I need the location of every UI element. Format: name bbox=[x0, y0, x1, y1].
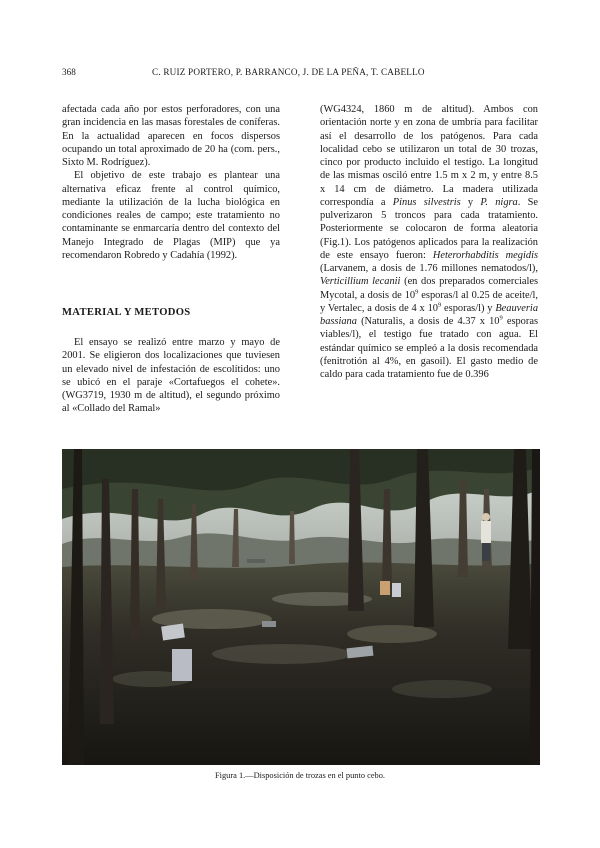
species-name: P. nigra bbox=[480, 196, 518, 208]
species-name: Heterorhabditis megidis bbox=[432, 249, 538, 261]
figure-caption: Figura 1.—Disposición de trozas en el punto cebo. bbox=[214, 771, 386, 780]
left-column bbox=[62, 103, 280, 262]
right-column bbox=[320, 103, 538, 381]
left-column-methods bbox=[62, 336, 280, 416]
species-name: Beauveria bassiana bbox=[320, 302, 539, 327]
paragraph-methods-continued: (WG4324, 1860 m de altitud). Ambos con orientación norte y en zona de umbría para facilitar así el desarrollo de los patógenos. Para cada localidad cebo se utilizaron un total de 30 trozas, cinco por producto incluido el testigo. La longitud de las mismas osciló entre 1.5 m x 2 m, y entre 8.5 x 14 cm de diámetro. La madera utilizada correspondía a Pinus silvestris y P. nigra. Se pulverizaron 5 troncos para cada tratamiento. Posteriormente se colocaron de forma aleatoria (Fig.1). Los patógenos aplicados para la realización de este ensayo fueron: Heterorhabditis megidis (Larvanem, a dosis de 1.76 millones nematodos/l), Verticillium lecanii (en dos preparados comerciales Mycotal, a dosis de $10^9$ esporas/l al 0.25 de aceite/l, y Vertalec, a dosis de 4 x $10^9$ esporas/l) y Beauveria bassiana (Naturalis, a dosis de 4.37 x $10^9$ esporas viables/l), el testigo fue tratado con agua. El estándar químico se empleó a la dosis recomendada (fenitrotión al 4%, en gasoil). El gasto medio de caldo para cada tratamiento fue de 0.396 bbox=[320, 104, 539, 380]
running-head: C. RUIZ PORTERO, P. BARRANCO, J. DE LA PEÑA, T. CABELLO bbox=[152, 67, 425, 77]
species-name: Verticillium lecanii bbox=[320, 276, 401, 288]
section-heading: MATERIAL Y METODOS bbox=[62, 307, 191, 318]
species-name: Pinus silvestris bbox=[392, 196, 461, 208]
paragraph-continuation: afectada cada año por estos perforadores, con una gran incidencia en las masas forestales de coníferas. En la actualidad aparecen en focos dispersos ocupando un total aproximado de 20 ha (com. pers., Sixto M. Rodríguez). bbox=[62, 104, 280, 168]
paragraph-objective: El objetivo de este trabajo es plantear una alternativa eficaz frente al control químico, mediante la utilización de la lucha biológica en condiciones reales de campo; este tratamiento no contaminante se enmarcaría dentro del contexto del Manejo Integrado de Plagas (MIP) que ya recomendaron Robredo y Cadahía (1992). bbox=[62, 170, 280, 261]
paragraph-methods: El ensayo se realizó entre marzo y mayo de 2001. Se eligieron dos localizaciones que tuviesen un elevado nivel de infestación de escolítidos: uno se ubicó en el paraje «Cortafuegos el cohete».(WG3719, 1930 m de altitud), el segundo próximo al «Collado del Ramal» bbox=[62, 337, 280, 415]
forest-photo bbox=[62, 449, 540, 765]
page-number: 368 bbox=[62, 67, 76, 77]
page-header bbox=[62, 67, 540, 81]
